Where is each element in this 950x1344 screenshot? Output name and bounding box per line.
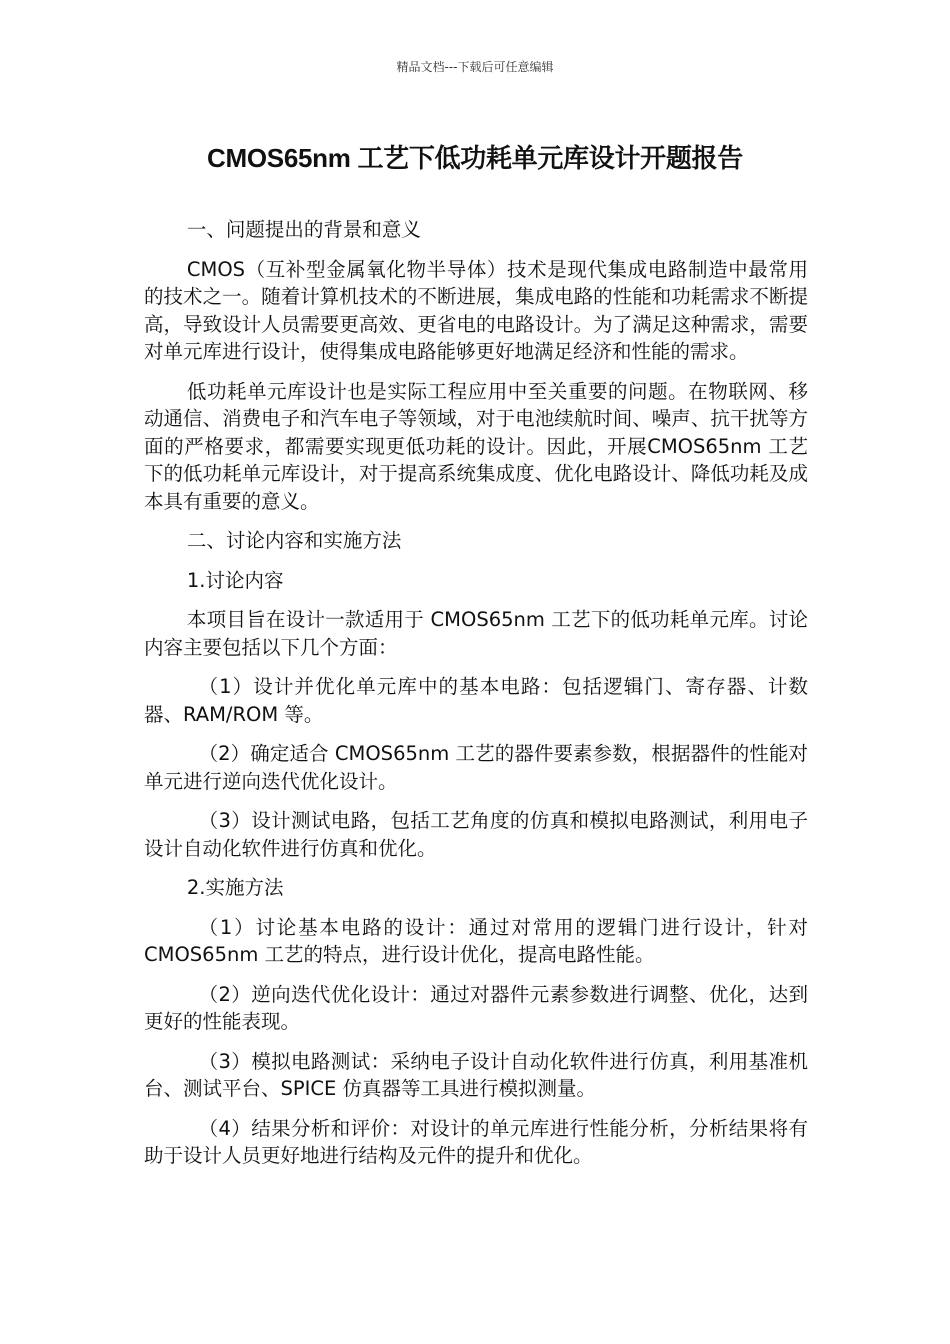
method-item-1: （1）讨论基本电路的设计：通过对常用的逻辑门进行设计，针对CMOS65nm 工艺的特点，进行设计优化，提高电路性能。 — [144, 915, 808, 966]
method-item-4: （4）结果分析和评价：对设计的单元库进行性能分析，分析结果将有助于设计人员更好地进行结构及元件的提升和优化。 — [144, 1116, 808, 1167]
research-item-1: （1）设计并优化单元库中的基本电路：包括逻辑门、寄存器、计数器、RAM/ROM 等。 — [144, 675, 808, 726]
research-item-2: （2）确定适合 CMOS65nm 工艺的器件要素参数，根据器件的性能对单元进行逆向迭代优化设计。 — [144, 742, 808, 793]
header-note: 精品文档---下载后可任意编辑 — [396, 60, 554, 74]
subsection-research-content: 1.讨论内容 — [186, 568, 284, 592]
subsection-implementation-method: 2.实施方法 — [186, 876, 284, 899]
section-1-paragraph-2: 低功耗单元库设计也是实际工程应用中至关重要的问题。在物联网、移动通信、消费电子和汽车电子等领域，对于电池续航时间、噪声、抗干扰等方面的严格要求，都需要实现更低功耗的设计。因此，开展CMOS65nm 工艺下的低功耗单元库设计，对于提高系统集成度、优化电路设计、降低功耗及成本具有重要的意义。 — [144, 379, 808, 513]
section-2-heading: 二、讨论内容和实施方法 — [186, 529, 402, 552]
section-1-paragraph-1: CMOS（互补型金属氧化物半导体）技术是现代集成电路制造中最常用的技术之一。随着计算机技术的不断进展，集成电路的性能和功耗需求不断提高，导致设计人员需要更高效、更省电的电路设计。为了满足这种需求，需要对单元库进行设计，使得集成电路能够更好地满足经济和性能的需求。 — [144, 257, 808, 363]
section-1-heading: 一、问题提出的背景和意义 — [186, 218, 421, 241]
research-item-3: （3）设计测试电路，包括工艺角度的仿真和模拟电路测试，利用电子设计自动化软件进行仿真和优化。 — [144, 809, 808, 860]
research-content-intro: 本项目旨在设计一款适用于 CMOS65nm 工艺下的低功耗单元库。讨论内容主要包括以下几个方面： — [144, 608, 808, 659]
method-item-2: （2）逆向迭代优化设计：通过对器件元素参数进行调整、优化，达到更好的性能表现。 — [144, 982, 808, 1033]
method-item-3: （3）模拟电路测试：采纳电子设计自动化软件进行仿真，利用基准机台、测试平台、SPICE 仿真器等工具进行模拟测量。 — [144, 1049, 808, 1100]
document-title: CMOS65nm 工艺下低功耗单元库设计开题报告 — [207, 143, 743, 173]
document-body — [144, 216, 808, 1182]
